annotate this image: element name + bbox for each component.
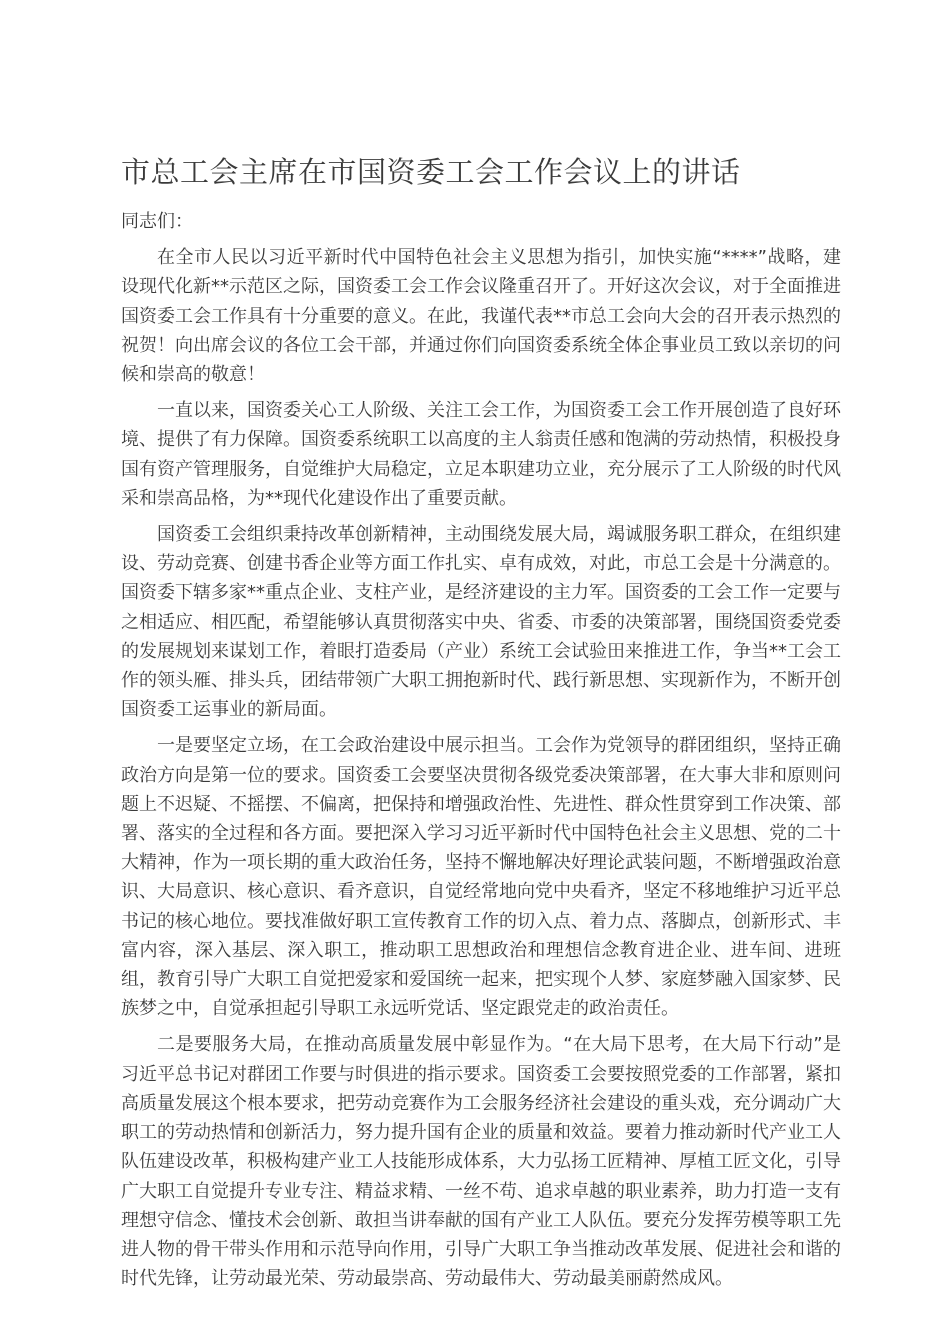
document-title: 市总工会主席在市国资委工会工作会议上的讲话 — [121, 155, 741, 189]
paragraph-opening: 在全市人民以习近平新时代中国特色社会主义思想为指引，加快实施“****”战略，建设现代化新**示范区之际，国资委工会工作会议隆重召开了。开好这次会议，对于全面推进国资委工会工作具有十分重要的意义。在此，我谨代表**市总工会向大会的召开表示热烈的祝贺！向出席会议的各位工会干部，并通过你们向国资委系统全体企事业员工致以亲切的问候和崇高的敬意！ — [121, 247, 841, 386]
salutation: 同志们： — [121, 211, 193, 232]
paragraph-point-one: 一是要坚定立场，在工会政治建设中展示担当。工会作为党领导的群团组织，坚持正确政治方向是第一位的要求。国资委工会要坚决贯彻各级党委决策部署，在大事大非和原则问题上不迟疑、不摇摆、不偏离，把保持和增强政治性、先进性、群众性贯穿到工作决策、部署、落实的全过程和各方面。要把深入学习习近平新时代中国特色社会主义思想、党的二十大精神，作为一项长期的重大政治任务，坚持不懈地解决好理论武装问题，不断增强政治意识、大局意识、核心意识、看齐意识，自觉经常地向党中央看齐，坚定不移地维护习近平总书记的核心地位。要找准做好职工宣传教育工作的切入点、着力点、落脚点，创新形式、丰富内容，深入基层、深入职工，推动职工思想政治和理想信念教育进企业、进车间、进班组，教育引导广大职工自觉把爱家和爱国统一起来，把实现个人梦、家庭梦融入国家梦、民族梦之中，自觉承担起引导职工永远听党话、坚定跟党走的政治责任。 — [121, 735, 841, 1020]
paragraph-background: 一直以来，国资委关心工人阶级、关注工会工作，为国资委工会工作开展创造了良好环境、提供了有力保障。国资委系统职工以高度的主人翁责任感和饱满的劳动热情，积极投身国有资产管理服务，自觉维护大局稳定，立足本职建功立业，充分展示了工人阶级的时代风采和崇高品格，为**现代化建设作出了重要贡献。 — [121, 400, 841, 509]
document-body — [121, 207, 841, 1300]
paragraph-achievements: 国资委工会组织秉持改革创新精神，主动围绕发展大局，竭诚服务职工群众，在组织建设、劳动竞赛、创建书香企业等方面工作扎实、卓有成效，对此，市总工会是十分满意的。国资委下辖多家**重点企业、支柱产业，是经济建设的主力军。国资委的工会工作一定要与之相适应、相匹配，希望能够认真贯彻落实中央、省委、市委的决策部署，围绕国资委党委的发展规划来谋划工作，着眼打造委局（产业）系统工会试验田来推进工作，争当**工会工作的领头雁、排头兵，团结带领广大职工拥抱新时代、践行新思想、实现新作为，不断开创国资委工运事业的新局面。 — [121, 524, 841, 721]
paragraph-point-two: 二是要服务大局，在推动高质量发展中彰显作为。“在大局下思考，在大局下行动”是习近平总书记对群团工作要与时俱进的指示要求。国资委工会要按照党委的工作部署，紧扣高质量发展这个根本要求，把劳动竞赛作为工会服务经济社会建设的重头戏，充分调动广大职工的劳动热情和创新活力，努力提升国有企业的质量和效益。要着力推动新时代产业工人队伍建设改革，积极构建产业工人技能形成体系，大力弘扬工匠精神、厚植工匠文化，引导广大职工自觉提升专业专注、精益求精、一丝不苟、追求卓越的职业素养，助力打造一支有理想守信念、懂技术会创新、敢担当讲奉献的国有产业工人队伍。要充分发挥劳模等职工先进人物的骨干带头作用和示范导向作用，引导广大职工争当推动改革发展、促进社会和谐的时代先锋，让劳动最光荣、劳动最崇高、劳动最伟大、劳动最美丽蔚然成风。 — [121, 1034, 841, 1290]
